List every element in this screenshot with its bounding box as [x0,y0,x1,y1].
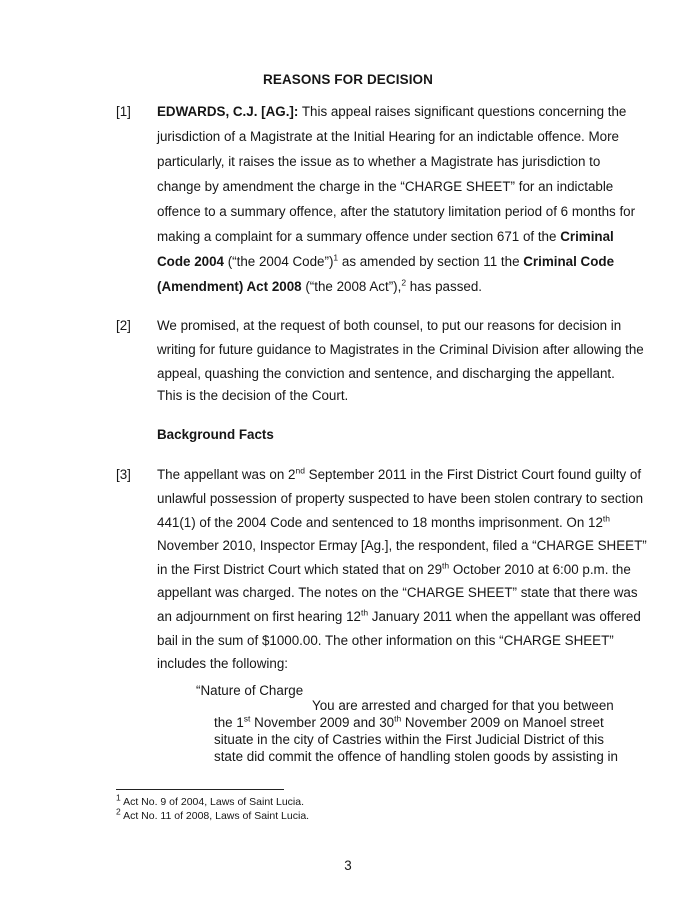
ordinal-suffix: th [602,513,610,524]
paragraph-line: writing for future guidance to Magistrates in the Criminal Division after allowing the [157,342,644,357]
section-heading: Background Facts [157,427,274,442]
paragraph-text: October 2010 at 6:00 p.m. the [449,562,631,577]
page-number: 3 [344,858,352,873]
quote-line: situate in the city of Castries within the First Judicial District of this [214,732,604,747]
judge-name: EDWARDS, C.J. [AG.]: [157,104,299,119]
footnote [116,806,310,822]
paragraph-line: appellant was charged. The notes on the “CHARGE SHEET” state that there was [157,585,638,600]
paragraph-text: September 2011 in the First District Court found guilty of [304,467,642,482]
ordinal-suffix: th [360,607,369,618]
paragraph-line [157,104,627,120]
paragraph-line: November 2010, Inspector Ermay [Ag.], the respondent, filed a “CHARGE SHEET” [157,538,647,553]
paragraph-text: has passed. [406,279,483,294]
paragraph-line: bail in the sum of $1000.00. The other information on this “CHARGE SHEET” [157,633,614,648]
paragraph-line: includes the following: [157,656,289,671]
paragraph-line: This is the decision of the Court. [157,388,349,403]
paragraph-line: particularly, it raises the issue as to whether a Magistrate has jurisdiction to [157,154,601,169]
quote-text: November 2009 and 30 [250,715,395,730]
quote-text: November 2009 on Manoel street [401,715,604,730]
footnote-text: Act No. 9 of 2004, Laws of Saint Lucia. [120,796,305,808]
paragraph-text: January 2011 when the appellant was offered [368,609,641,624]
quote-line: You are arrested and charged for that you between [312,698,614,713]
ordinal-suffix: nd [295,465,305,476]
paragraph-line: change by amendment the charge in the “CHARGE SHEET” for an indictable [157,179,614,194]
ordinal-suffix: th [442,560,450,571]
statute-name: (Amendment) Act 2008 [157,279,302,294]
footnote-ref: 1 [333,252,339,263]
footnote [116,792,305,808]
paragraph-line [157,465,642,483]
paragraph-text: as amended by section 11 the [338,254,524,269]
statute-name: Code 2004 [157,254,224,269]
paragraph-line [157,279,579,295]
paragraph-number: [3] [116,467,131,482]
paragraph-text: 441(1) of the 2004 Code and sentenced to 18 months imprisonment. On 12 [157,515,603,530]
paragraph-text: This appeal raises significant questions concerning the [298,104,627,119]
paragraph-line: appeal, quashing the conviction and sentence, and discharging the appellant. [157,366,615,381]
quote-text: the 1 [214,715,244,730]
paragraph-line: We promised, at the request of both counsel, to put our reasons for decision in [157,318,622,333]
quote-heading: “Nature of Charge [196,683,304,698]
paragraph-line [157,229,614,245]
footnote-divider [116,789,284,790]
paragraph-text: (“the 2004 Code”) [224,254,334,269]
footnote-mark: 1 [116,792,121,803]
paragraph-line [157,607,641,625]
paragraph-text: an adjournment on first hearing 12 [157,609,361,624]
paragraph-line [157,513,610,531]
paragraph-line: unlawful possession of property suspected to have been stolen contrary to section [157,491,644,506]
paragraph-text: making a complaint for a summary offence under section 671 of the [157,229,561,244]
footnote-ref: 2 [401,277,407,288]
paragraph-text: (“the 2008 Act”), [301,279,402,294]
paragraph-line: offence to a summary offence, after the statutory limitation period of 6 months for [157,204,636,219]
ordinal-suffix: st [243,713,251,724]
paragraph-text: The appellant was on 2 [157,467,296,482]
statute-name: Criminal [560,229,614,244]
ordinal-suffix: th [394,713,402,724]
paragraph-number: [1] [116,104,131,119]
paragraph-number: [2] [116,318,131,333]
statute-name: Criminal Code [523,254,615,269]
footnote-mark: 2 [116,806,121,817]
document-title: REASONS FOR DECISION [262,72,434,87]
paragraph-line [157,252,615,270]
quote-line: state did commit the offence of handling stolen goods by assisting in [214,749,618,764]
paragraph-text: in the First District Court which stated that on 29 [157,562,443,577]
paragraph-line: jurisdiction of a Magistrate at the Initial Hearing for an indictable offence. More [157,129,619,144]
quote-line [214,713,604,731]
paragraph-line [157,560,631,578]
footnote-text: Act No. 11 of 2008, Laws of Saint Lucia. [120,810,310,822]
